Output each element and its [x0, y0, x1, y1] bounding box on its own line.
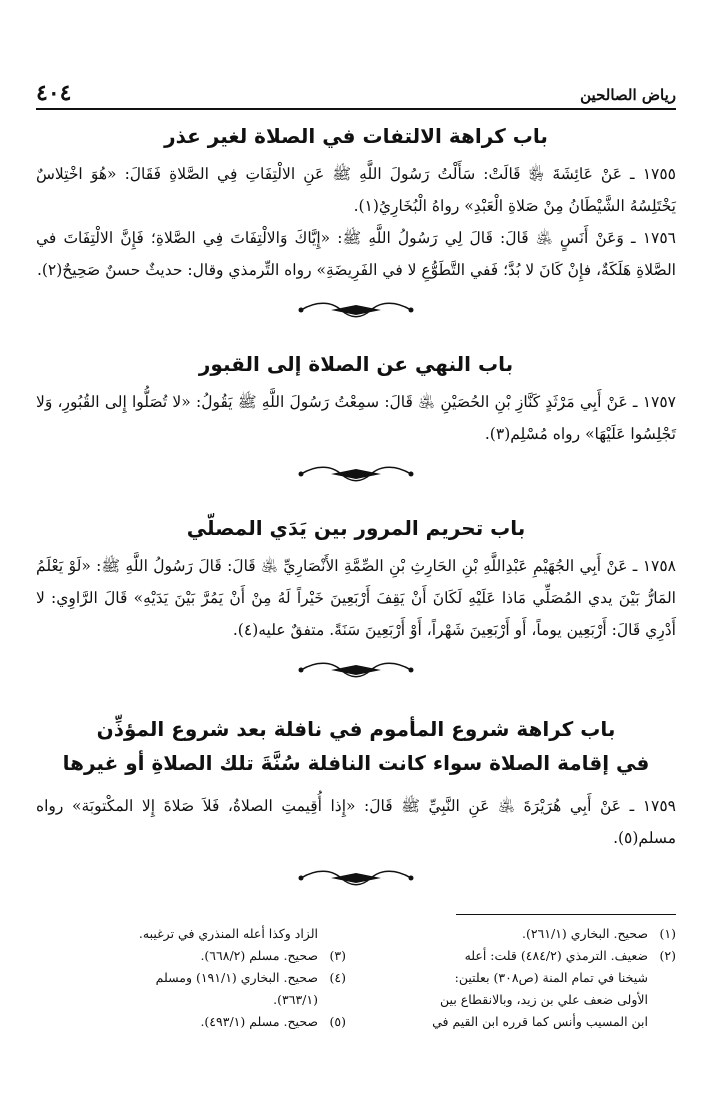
- ornament-icon: [291, 299, 421, 321]
- hadith-1756: ١٧٥٦ ـ وَعَنْ أَنَسٍ ﵁ قَالَ: قَالَ لِي رَسُولُ اللَّهِ ﷺ: «إِيَّاكَ وَالالْتِفَاتَ فِي الصَّلاةِ؛ فَإِنَّ الالْتِفَاتَ في الصَّلاةِ هَلَكَةٌ، فإِنْ كَانَ لا بُدَّ؛ فَفي التَّطَوُّعِ لا في الفَرِيضَةِ» رواه التِّرمذي وقال: حديثٌ حسنٌ صَحِيحٌ(٢).: [36, 229, 676, 279]
- footnote-columns: [36, 923, 676, 1033]
- hadith-1755: ١٧٥٥ ـ عَنْ عَائِشَةَ ﵂ قَالَتْ: سَأَلْتُ رَسُولَ اللَّهِ ﷺ عَنِ الالْتِفَاتِ فِي الصَّلاةِ فَقَالَ: «هُوَ اخْتِلاسٌ يَخْتَلِسُهُ الشَّيْطَانُ مِنْ صَلاةِ الْعَبْدِ» رواهُ الْبُخَارِيُ(١).: [36, 165, 676, 215]
- footnote-line: (٣)صحيح. مسلم (٦٦٨/٢).: [200, 948, 346, 963]
- page-number: ٤٠٤: [36, 80, 72, 106]
- footnote-line: (٥)صحيح. مسلم (٤٩٣/١).: [200, 1014, 346, 1029]
- footnote-line: ابن المسيب وأنس كما قرره ابن القيم في: [432, 1014, 648, 1029]
- hadith-1758: ١٧٥٨ ـ عَنْ أَبِي الجُهَيْمِ عَبْدِاللَّهِ بْنِ الحَارِثِ بْنِ الصِّمَّةِ الأَنْصَارِيِّ ﵁ قَالَ: قَالَ رَسُولُ اللَّهِ ﷺ: «لَوْ يَعْلَمُ المَارُّ بَيْنَ يدي المُصَلِّي مَاذا عَلَيْهِ لَكَانَ أَنْ يَقِفَ أَرْبَعِينَ خَيْراً لَهُ مِنْ أَنْ يَمُرَّ بَيْنَ يَدَيْهِ» قَالَ الرَّاوِي: لا أَدْرِي قَالَ: أَرْبَعِين يوماً، أَو أَرْبَعِينَ شَهْراً، أَوْ أَرْبَعِينَ سَنَةً. متفقٌ عليه(٤).: [36, 557, 676, 639]
- section-title-4: [36, 712, 676, 780]
- footnote-line: (١)صحيح. البخاري (٢٦١/١).: [521, 926, 676, 941]
- ornament-icon: [291, 659, 421, 681]
- section-title-2: باب النهي عن الصلاة إلى القبور: [198, 352, 514, 376]
- ornament-divider-1: [36, 296, 676, 324]
- footnote-column-right: [366, 923, 676, 1033]
- ornament-icon: [291, 867, 421, 889]
- footnote-line: (٢)ضعيف. الترمذي (٤٨٤/٢) قلت: أعله: [464, 948, 676, 963]
- ornament-divider-2: [36, 460, 676, 488]
- section-title-4-main: باب كراهة شروع المأموم في نافلة بعد شروع المؤذِّن: [96, 717, 616, 741]
- running-title: رياض الصالحين: [580, 86, 676, 104]
- ornament-divider-3: [36, 656, 676, 684]
- section-title-3: باب تحريم المرور بين يَدَي المصلّي: [186, 516, 526, 540]
- page-header: [36, 78, 676, 110]
- hadith-1757: ١٧٥٧ ـ عَنْ أَبِي مَرْثَدٍ كَنَّازِ بْنِ الحُصَيْنِ ﵁ قَالَ: سمِعْتُ رَسُولَ اللَّهِ ﷺ يَقُولُ: «لا تُصَلُّوا إِلى القُبُورِ، وَلا تَجْلِسُوا عَلَيْهَا» رواه مُسْلِم(٣).: [36, 393, 676, 443]
- book-page: [36, 78, 676, 1088]
- footnote-line: شيخنا في تمام المنة (ص٣٠٨) بعلتين:: [454, 970, 648, 985]
- footnote-line: الأولى ضعف علي بن زيد، وبالانقطاع بين: [440, 992, 648, 1007]
- hadith-1759: ١٧٥٩ ـ عَنْ أَبِي هُرَيْرَةَ ﵁ عَنِ النَّبِيِّ ﷺ قَالَ: «إِذا أُقِيمتِ الصلاةُ، فَلاَ صَلاةَ إِلا المكْتوبَة» رواه مسلم(٥).: [36, 797, 676, 847]
- footnote-line: الزاد وكذا أعله المنذري في ترغيبه.: [138, 926, 318, 941]
- section-title-1: باب كراهة الالتفات في الصلاة لغير عذر: [164, 124, 548, 148]
- footnote-line: (٣٦٣/١).: [273, 992, 318, 1007]
- footnote-column-left: [36, 923, 346, 1033]
- ornament-divider-4: [36, 864, 676, 892]
- footnote-line: (٤)صحيح. البخاري (١٩١/١) ومسلم: [155, 970, 346, 985]
- footnote-rule: [456, 914, 676, 915]
- ornament-icon: [291, 463, 421, 485]
- section-title-4-sub: في إقامة الصلاة سواء كانت النافلة سُنَّةَ تلك الصلاةِ أو غيرها: [62, 751, 650, 775]
- footnotes: [36, 914, 676, 1033]
